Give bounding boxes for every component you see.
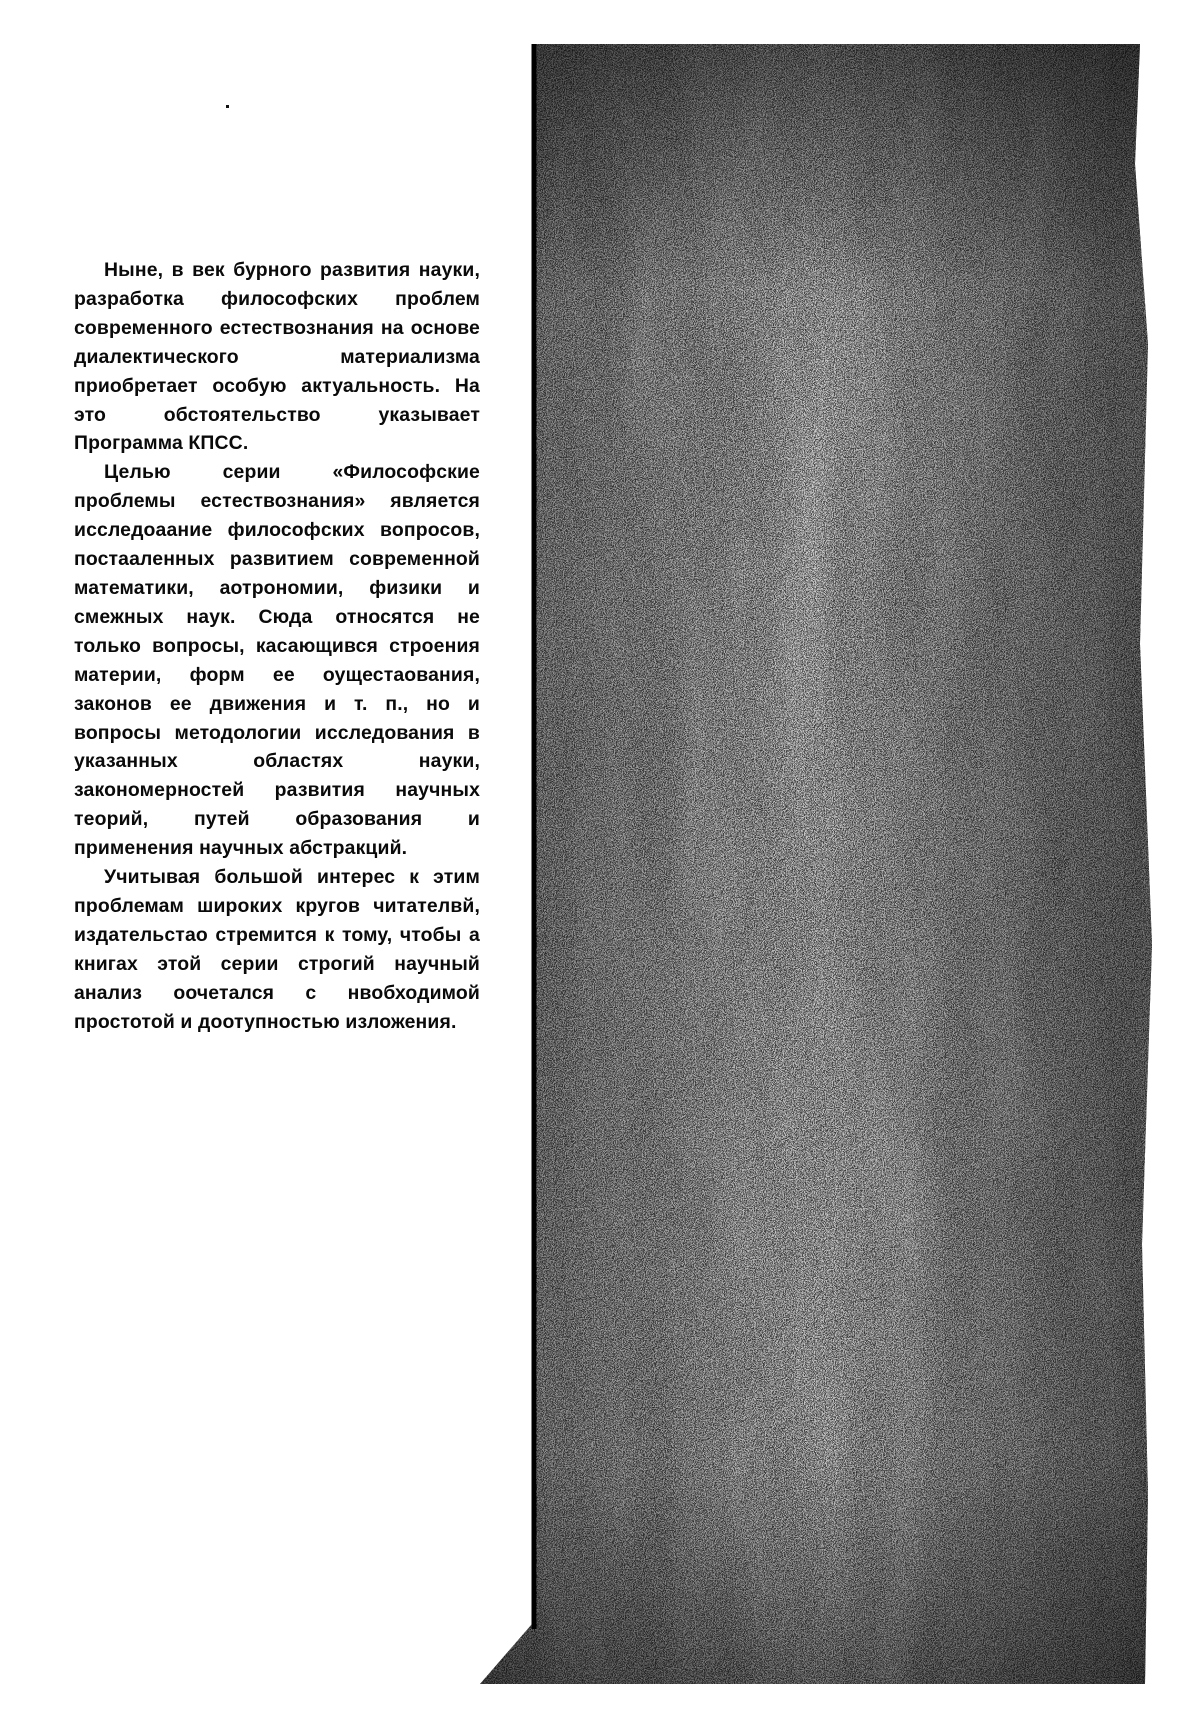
paragraph-publisher-aim: Учитывая большой интерес к этим проблемам широких кругов читателвй, издательстао стремится к тому, чтобы а книгах этой серии строгий научный анализ оочетался с нвобходимой простотой и доотупностью изложения. [74,866,480,1033]
paragraph-intro: Ныне, в век бурного развития науки, разработка философских проблем современного естествознания на основе диалектического материализма приобретает особую актуальность. На это обстоятельство указывает Программа КПСС. [74,259,480,455]
print-speck [226,105,229,108]
grain-texture-image [480,44,1160,1704]
textured-photo-panel [480,44,1160,1704]
series-description [74,256,480,1036]
paragraph-series-goal: Целью серии «Философские проблемы естествознания» является исследоаание философских вопросов, постааленных развитием современной математики, аотрономии, физики и смежных наук. Сюда относятся не только вопросы, касающився строения материи, форм ее оущестаования, законов ее движения и т. п., но и вопросы методологии исследования в указанных областях науки, закономерностей развития научных теорий, путей образования и применения научных абстракций. [74,461,480,860]
